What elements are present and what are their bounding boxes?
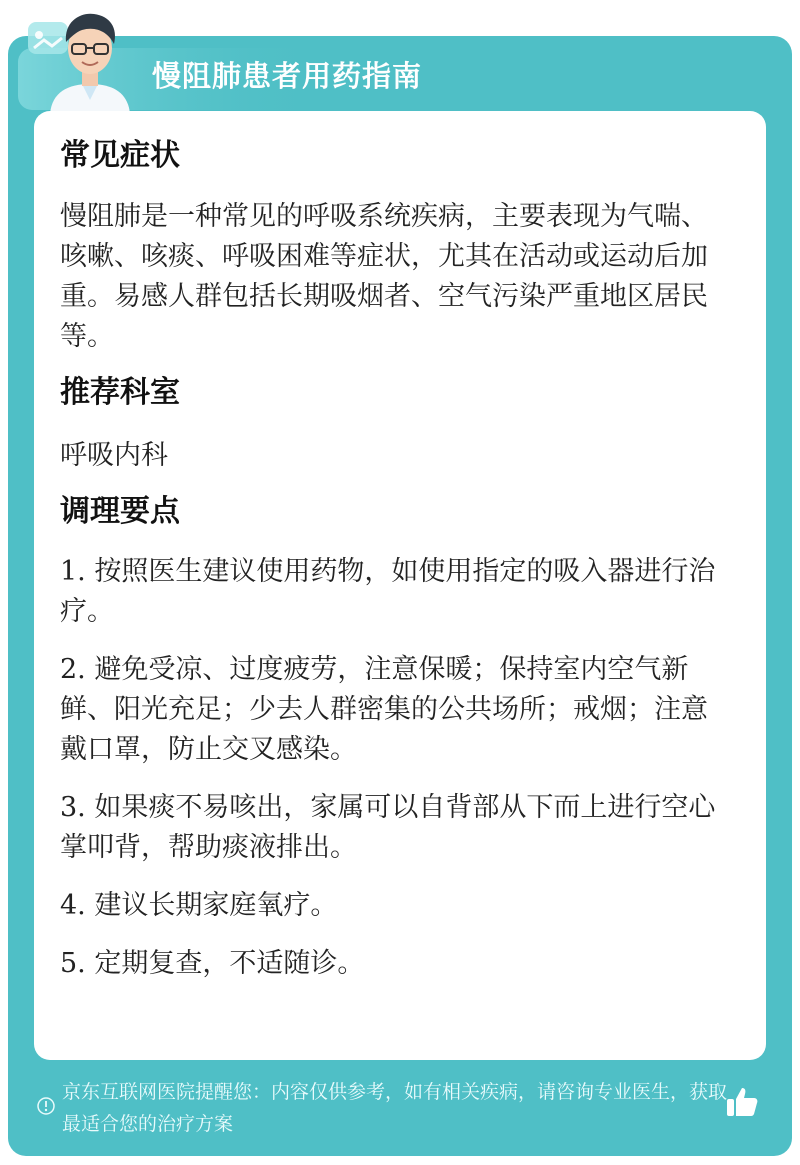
care-item-text: 如果痰不易咳出，家属可以自背部从下而上进行空心掌叩背，帮助痰液排出。: [60, 792, 716, 863]
doctor-avatar-icon: [42, 8, 138, 114]
care-item-number: 4.: [60, 890, 86, 921]
department-text: 呼吸内科: [60, 440, 168, 471]
care-item: [60, 552, 730, 632]
guide-content: [60, 132, 730, 1002]
care-item: [60, 788, 730, 868]
department-heading: 推荐科室: [60, 375, 180, 410]
care-item-number: 1.: [60, 556, 86, 587]
care-item-text: 建议长期家庭氧疗。: [85, 890, 338, 921]
care-item-number: 3.: [60, 792, 86, 823]
care-item: [60, 650, 730, 770]
info-icon: [36, 1096, 56, 1116]
care-item-number: 5.: [60, 948, 86, 979]
symptoms-text: 慢阻肺是一种常见的呼吸系统疾病，主要表现为气喘、咳嗽、咳痰、呼吸困难等症状，尤其在活动或运动后加重。易感人群包括长期吸烟者、空气污染严重地区居民等。: [60, 201, 708, 352]
care-heading: 调理要点: [60, 494, 180, 529]
care-item-text: 定期复查，不适随诊。: [85, 948, 365, 979]
page-title: 慢阻肺患者用药指南: [152, 59, 423, 93]
care-item-number: 2.: [60, 654, 86, 685]
thumbs-up-icon[interactable]: [724, 1084, 760, 1120]
care-item-text: 避免受凉、过度疲劳，注意保暖；保持室内空气新鲜、阳光充足；少去人群密集的公共场所；戒烟；注意戴口罩，防止交叉感染。: [60, 654, 708, 765]
care-list: [60, 552, 730, 984]
care-item-text: 按照医生建议使用药物，如使用指定的吸入器进行治疗。: [60, 556, 716, 627]
symptoms-heading: 常见症状: [60, 138, 180, 173]
care-item: [60, 886, 730, 926]
care-item: [60, 944, 730, 984]
disclaimer-text: 京东互联网医院提醒您：内容仅供参考，如有相关疾病，请咨询专业医生，获取最适合您的治疗方案: [62, 1081, 728, 1135]
